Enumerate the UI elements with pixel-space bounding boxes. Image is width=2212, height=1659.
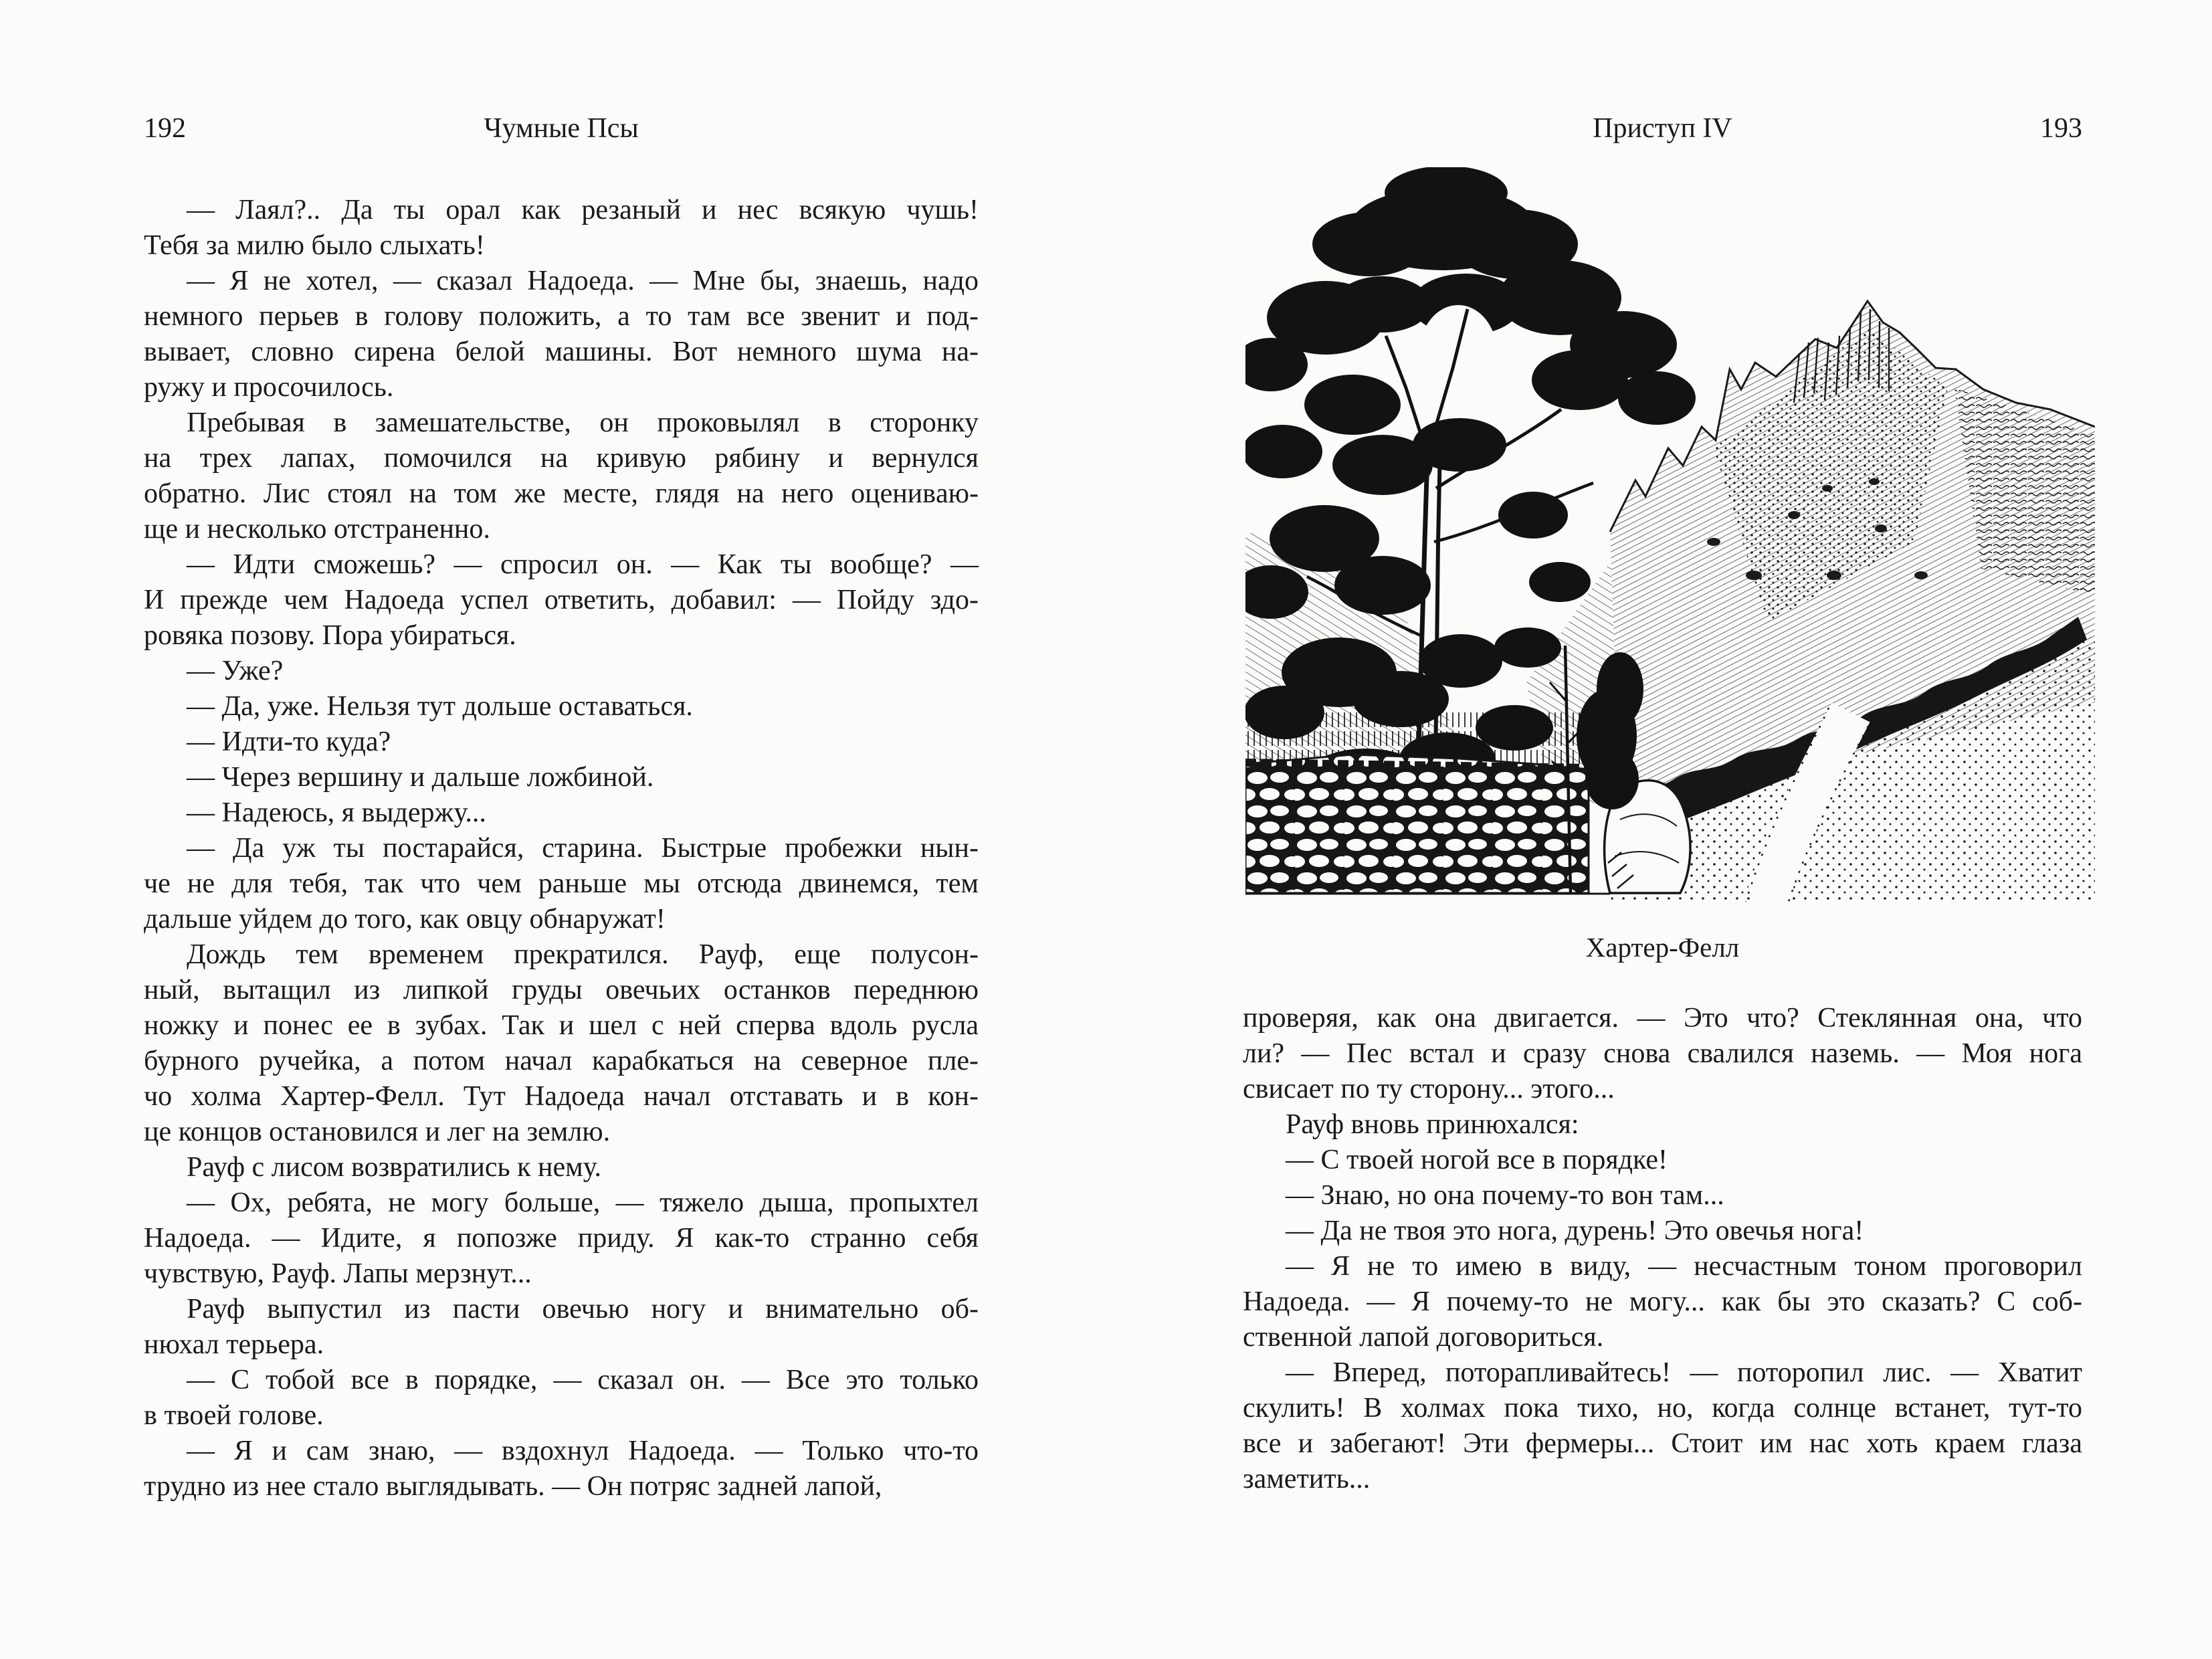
text-line: — Я не хотел, — сказал Надоеда. — Мне бы, знаешь, надо — [187, 266, 979, 296]
text-line: Рауф вновь принюхался: — [1286, 1109, 1579, 1140]
text-line: обратно. Лис стоял на том же месте, глядя на него оценивaю- — [144, 478, 979, 509]
right-page-number: 193 — [2040, 113, 2082, 144]
text-line: бурного ручейка, а потом начал карабкаться на северное пле- — [144, 1046, 979, 1076]
text-line: — Надеюсь, я выдержу... — [187, 797, 486, 828]
text-line: ли? — Пес встал и сразу снова свалился наземь. — Моя нога — [1243, 1038, 2082, 1069]
right-page-header — [1243, 111, 2082, 146]
text-line: — Да не твоя это нога, дурень! Это овечья нога! — [1286, 1215, 1864, 1246]
text-line: — Уже? — [187, 656, 284, 686]
text-line: скулить! В холмах пока тихо, но, когда солнце встанет, тут-то — [1243, 1393, 2082, 1424]
text-line: в твоей голове. — [144, 1400, 324, 1431]
text-line: проверяя, как она двигается. — Это что? Стеклянная она, что — [1243, 1003, 2082, 1034]
text-line: Надоеда. — Идите, я попозже приду. Я как-то странно себя — [144, 1223, 979, 1254]
illustration-caption: Хартер-Фелл — [1585, 932, 1740, 963]
text-line: дальше уйдем до того, как овцу обнаружат! — [144, 904, 666, 935]
text-line: ружу и просочилось. — [144, 372, 394, 403]
text-line: — Да, уже. Нельзя тут дольше оставаться. — [187, 691, 693, 722]
text-line: вывает, словно сирена белой машины. Вот немного шума на- — [144, 336, 979, 367]
text-line: — Вперед, поторапливайтесь! — поторопил лис. — Хватит — [1286, 1357, 2082, 1388]
text-line: ще и несколько отстраненно. — [144, 514, 490, 545]
text-line: Тебя за милю было слыхать! — [144, 230, 485, 261]
text-line: Рауф с лисом возвратились к нему. — [187, 1152, 602, 1183]
text-line: заметить... — [1243, 1464, 1371, 1494]
text-line: ровяка позову. Пора убираться. — [144, 620, 516, 651]
text-line: нюхал терьера. — [144, 1329, 324, 1360]
text-line: чо холма Хартер-Фелл. Тут Надоеда начал отставать и в кон- — [144, 1081, 979, 1112]
text-line: на трех лапах, помочился на кривую рябину и вернулся — [144, 443, 979, 474]
text-line: ножку и понес ее в зубах. Так и шел с ней сперва вдоль русла — [144, 1010, 979, 1041]
text-line: — Я и сам знаю, — вздохнул Надоеда. — Только что-то — [187, 1436, 979, 1466]
text-line: че не для тебя, так что чем раньше мы отсюда двинемся, тем — [144, 868, 979, 899]
text-line: Пребывая в замешательстве, он проковылял в сторонку — [187, 407, 979, 438]
text-line: ственной лапой договориться. — [1243, 1322, 1604, 1353]
text-line: немного перьев в голову положить, а то там все звенит и под- — [144, 301, 979, 332]
text-line: ный, вытащил из липкой груды овечьих останков переднюю — [144, 975, 979, 1005]
text-line: свисает по ту сторону... этого... — [1243, 1074, 1615, 1104]
left-page-header — [144, 111, 979, 146]
text-line: — Через вершину и дальше ложбиной. — [187, 762, 654, 793]
text-line: И прежде чем Надоеда успел ответить, добавил: — Пойду здо- — [144, 585, 979, 615]
text-line: — Лаял?.. Да ты орал как резаный и нес всякую чушь! — [187, 195, 979, 225]
text-line: — С тобой все в порядке, — сказал он. — Все это только — [187, 1365, 979, 1395]
text-line: Надоеда. — Я почему-то не могу... как бы это сказать? С соб- — [1243, 1286, 2082, 1317]
text-line: — Я не то имею в виду, — несчастным тоном проговорил — [1286, 1251, 2082, 1282]
right-running-title: Приступ IV — [1593, 113, 1732, 144]
text-line: — Знаю, но она почему-то вон там... — [1286, 1180, 1724, 1211]
left-page-number: 192 — [144, 113, 186, 144]
text-line: Рауф выпустил из пасти овечью ногу и внимательно об- — [187, 1294, 979, 1325]
stone-wall — [1245, 755, 1589, 893]
text-line: — Идти-то куда? — [187, 726, 391, 757]
harter-fell-illustration — [1245, 167, 2095, 902]
right-page-text — [1243, 1001, 2082, 1497]
text-line: це концов остановился и лег на землю. — [144, 1116, 611, 1147]
left-running-title: Чумные Псы — [484, 113, 639, 144]
text-line: все и забегают! Эти фермеры... Стоит им нас хоть краем глаза — [1243, 1428, 2082, 1459]
text-line: — Да уж ты постарайся, старина. Быстрые пробежки нын- — [187, 833, 979, 864]
text-line: трудно из нее стало выглядывать. — Он потряс задней лапой, — [144, 1471, 882, 1502]
text-line: — С твоей ногой все в порядке! — [1286, 1145, 1668, 1175]
text-line: — Идти сможешь? — спросил он. — Как ты вообще? — — [187, 549, 979, 580]
text-line: чувствую, Рауф. Лапы мерзнут... — [144, 1258, 532, 1289]
text-line: — Ох, ребята, не могу больше, — тяжело дыша, пропыхтел — [187, 1187, 979, 1218]
text-line: Дождь тем временем прекратился. Рауф, еще полусон- — [187, 939, 979, 970]
left-page-text — [144, 193, 979, 1504]
